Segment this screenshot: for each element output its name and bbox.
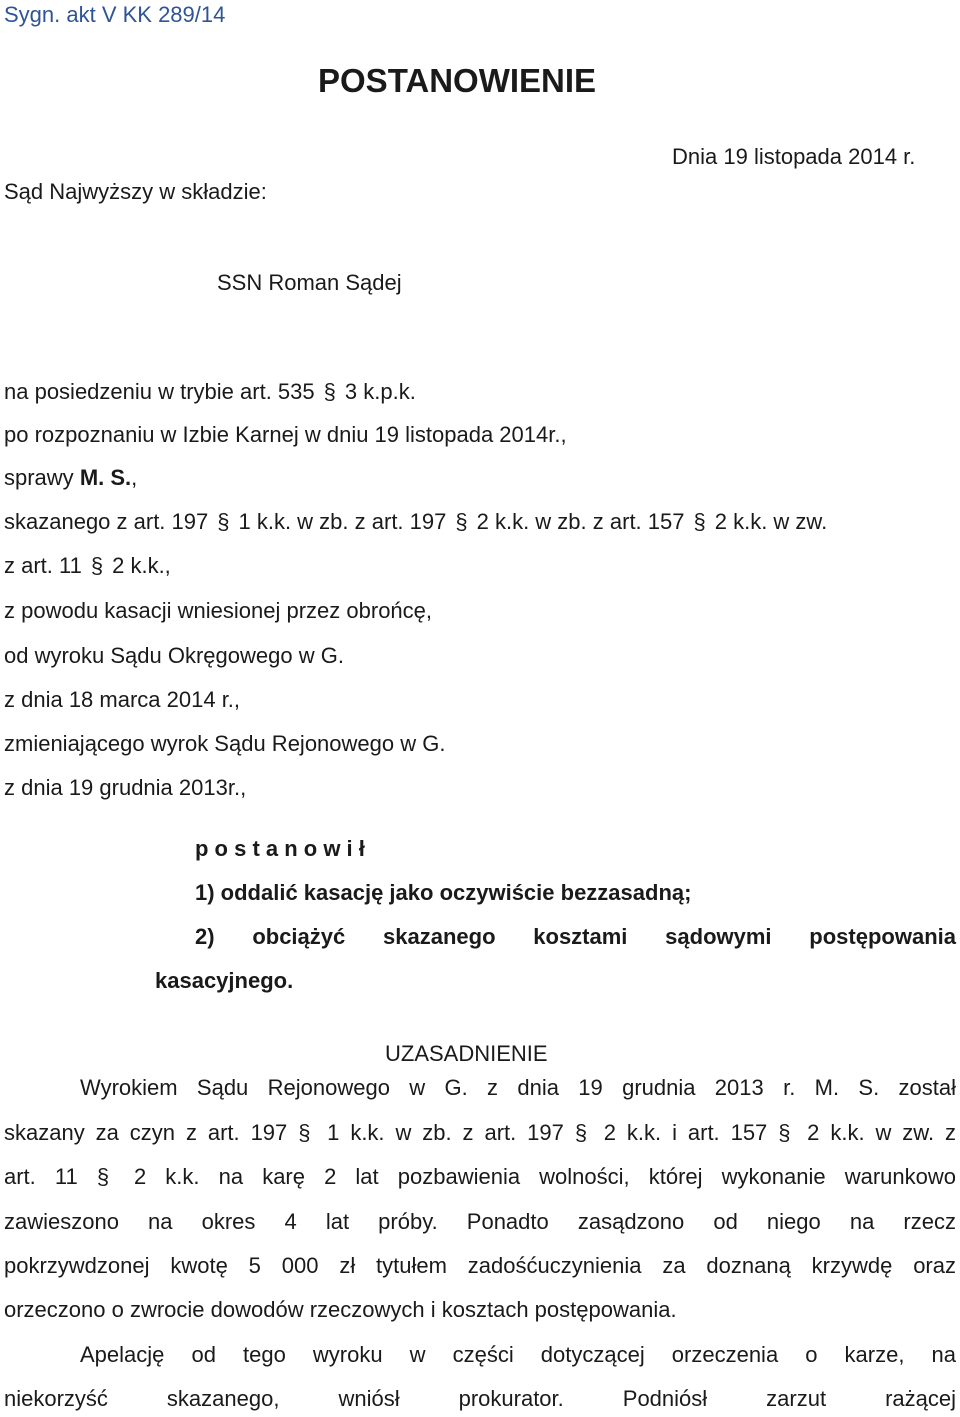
justification-text: art. 11 <box>4 1164 78 1189</box>
case-number: Sygn. akt V KK 289/14 <box>4 2 226 27</box>
judgment-date-line: z dnia 18 marca 2014 r., <box>4 687 241 712</box>
charges-text-3: 2 k.k. w zb. z art. 157 <box>476 509 685 534</box>
section-sign-icon: § <box>455 509 468 534</box>
ruling-date: Dnia 19 listopada 2014 r. <box>672 144 916 169</box>
charges-text-1: skazanego z art. 197 <box>4 509 209 534</box>
justification-text: 1 k.k. w zb. z art. 197 <box>327 1120 564 1145</box>
ruling-heading: p o s t a n o w i ł <box>195 836 365 861</box>
justification-p1-line3 <box>4 1166 956 1188</box>
amended-judgment-line: zmieniającego wyrok Sądu Rejonowego w G. <box>4 731 446 756</box>
charges-text-4: 2 k.k. w zw. <box>714 509 828 534</box>
justification-p1-line6: orzeczono o zwrocie dowodów rzeczowych i kosztach postępowania. <box>4 1297 677 1322</box>
session-text: na posiedzeniu w trybie art. 535 <box>4 379 315 404</box>
court-composition-label: Sąd Najwyższy w składzie: <box>4 179 267 204</box>
section-sign-icon: § <box>693 509 706 534</box>
justification-p1-line5: pokrzywdzonej kwotę 5 000 zł tytułem zadośćuczynienia za doznaną krzywdę oraz <box>4 1253 956 1278</box>
case-party-label: sprawy <box>4 465 74 490</box>
judgment-court-line: od wyroku Sądu Okręgowego w G. <box>4 643 344 668</box>
case-party-line <box>4 467 137 489</box>
chamber-line: po rozpoznaniu w Izbie Karnej w dniu 19 listopada 2014r., <box>4 422 567 447</box>
section-sign-icon: § <box>574 1120 588 1145</box>
justification-text: 2 k.k. w zw. z <box>807 1120 956 1145</box>
session-line <box>4 381 416 403</box>
section-sign-icon: § <box>90 553 104 578</box>
session-text-2: 3 k.p.k. <box>344 379 416 404</box>
charges-line <box>4 511 827 533</box>
charges-text-6: 2 k.k., <box>112 553 171 578</box>
justification-p2-line2: niekorzyść skazanego, wniósł prokurator. Podniósł zarzut rażącej <box>4 1386 956 1411</box>
document-title: POSTANOWIENIE <box>318 62 597 99</box>
section-sign-icon: § <box>323 379 336 404</box>
justification-p1-line1: Wyrokiem Sądu Rejonowego w G. z dnia 19 grudnia 2013 r. M. S. został <box>80 1075 956 1100</box>
section-sign-icon: § <box>217 509 230 534</box>
party-initials: M. S. <box>79 465 132 490</box>
charges-text-5: z art. 11 <box>4 553 82 578</box>
appeal-reason-line: z powodu kasacji wniesionej przez obrońcę, <box>4 598 433 623</box>
justification-text: skazany za czyn z art. 197 <box>4 1120 288 1145</box>
justification-p2-line1: Apelację od tego wyroku w części dotyczącej orzeczenia o karze, na <box>80 1342 956 1367</box>
ruling-item-2: 2) obciążyć skazanego kosztami sądowymi postępowania <box>195 924 956 949</box>
charges-text-2: 1 k.k. w zb. z art. 197 <box>238 509 447 534</box>
justification-text: 2 k.k. i art. 157 <box>603 1120 768 1145</box>
justification-text: 2 k.k. na karę 2 lat pozbawienia wolności, której wykonanie warunkowo <box>133 1164 956 1189</box>
judge-name: SSN Roman Sądej <box>217 270 402 295</box>
charges-line-2 <box>4 555 171 577</box>
comma: , <box>131 465 138 490</box>
first-judgment-date-line: z dnia 19 grudnia 2013r., <box>4 775 247 800</box>
justification-heading: UZASADNIENIE <box>385 1041 548 1066</box>
section-sign-icon: § <box>96 1164 110 1189</box>
section-sign-icon: § <box>298 1120 311 1145</box>
ruling-item-1: 1) oddalić kasację jako oczywiście bezzasadną; <box>195 880 692 905</box>
ruling-item-2-cont: kasacyjnego. <box>155 968 294 993</box>
section-sign-icon: § <box>778 1120 791 1145</box>
justification-p1-line2 <box>4 1122 956 1144</box>
justification-p1-line4: zawieszono na okres 4 lat próby. Ponadto zasądzono od niego na rzecz <box>4 1209 956 1234</box>
